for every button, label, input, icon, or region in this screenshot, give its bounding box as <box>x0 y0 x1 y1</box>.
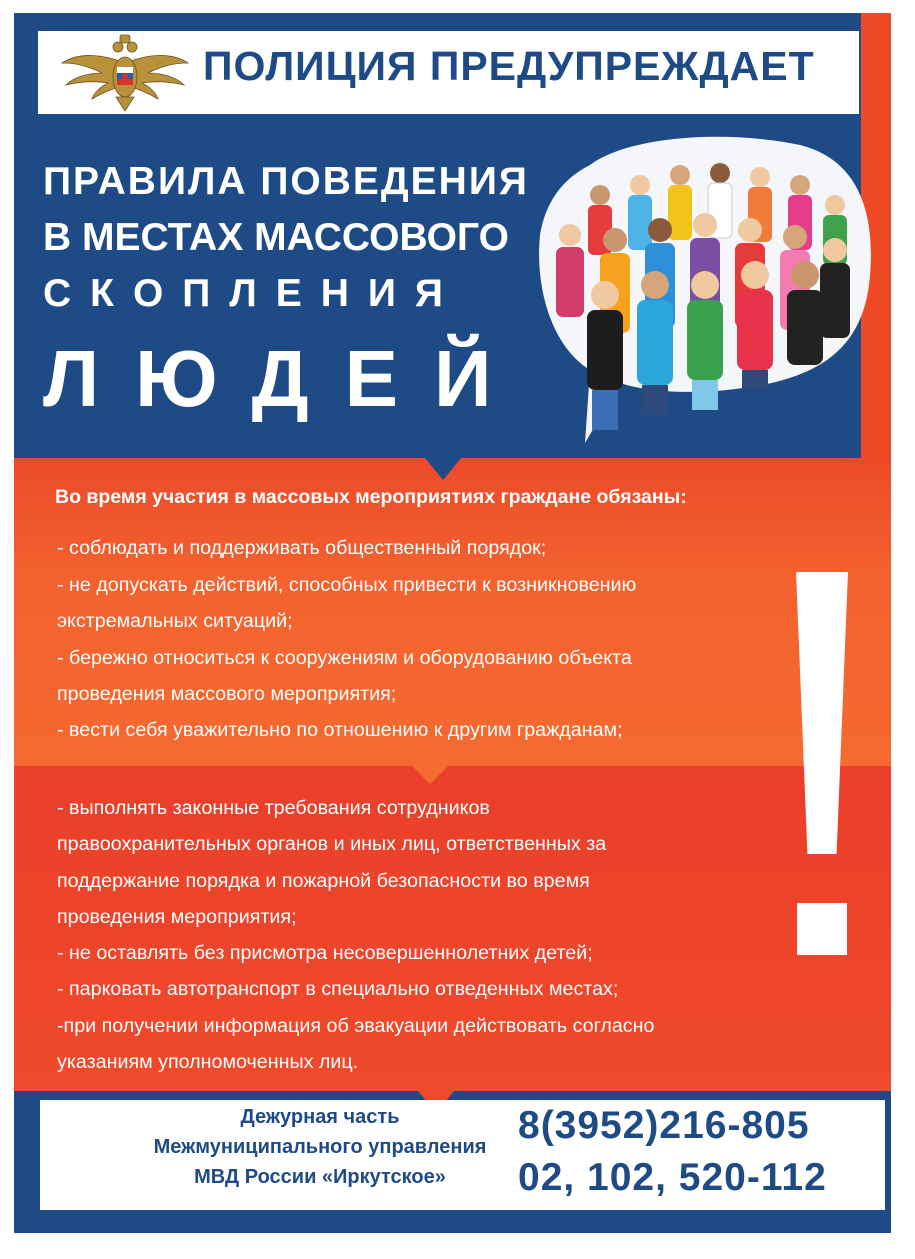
rule-line: - парковать автотранспорт в специально отведенных местах; <box>57 978 619 1000</box>
title-line-4: ЛЮДЕЙ <box>43 334 528 423</box>
rule-line: - вести себя уважительно по отношению к другим гражданам; <box>57 719 623 741</box>
rule-line: - выполнять законные требования сотрудников <box>57 797 490 819</box>
phone-number-main: 8(3952)216-805 <box>518 1104 810 1147</box>
title-line-2: В МЕСТАХ МАССОВОГО <box>43 216 509 259</box>
rule-line: - бережно относиться к сооружениям и оборудованию объекта <box>57 647 632 669</box>
phone-number-short: 02, 102, 520-112 <box>518 1156 827 1199</box>
rule-line: правоохранительных органов и иных лиц, ответственных за <box>57 833 607 855</box>
rule-line: поддержание порядка и пожарной безопасности во время <box>57 870 590 892</box>
dept-line-1: Дежурная часть <box>240 1106 400 1128</box>
exclamation-dot-icon <box>797 903 847 955</box>
header-banner <box>38 31 859 114</box>
rule-line: экстремальных ситуаций; <box>57 610 293 632</box>
title-line-3: СКОПЛЕНИЯ <box>43 272 462 315</box>
dept-line-3: МВД России «Иркутское» <box>194 1166 446 1188</box>
title-line-1: ПРАВИЛА ПОВЕДЕНИЯ <box>43 160 529 203</box>
header-title: ПОЛИЦИЯ ПРЕДУПРЕЖДАЕТ <box>203 43 815 89</box>
dept-line-2: Межмуниципального управления <box>153 1136 487 1158</box>
rule-line: проведения мероприятия; <box>57 906 297 928</box>
rule-line: - не оставлять без присмотра несовершеннолетних детей; <box>57 942 593 964</box>
footer-contact-panel <box>40 1100 885 1210</box>
rule-line: -при получении информация об эвакуации действовать согласно <box>57 1015 655 1037</box>
band-notch <box>425 458 461 480</box>
rule-line: - не допускать действий, способных привести к возникновению <box>57 574 637 596</box>
rules-intro: Во время участия в массовых мероприятиях граждане обязаны: <box>55 486 687 508</box>
band-notch <box>412 766 448 784</box>
crowd-illustration-icon <box>530 125 875 450</box>
rule-line: проведения массового мероприятия; <box>57 683 397 705</box>
mvd-emblem-icon <box>50 33 200 113</box>
rule-line: указаниям уполномоченных лиц. <box>57 1051 359 1073</box>
rule-line: - соблюдать и поддерживать общественный порядок; <box>57 537 547 559</box>
